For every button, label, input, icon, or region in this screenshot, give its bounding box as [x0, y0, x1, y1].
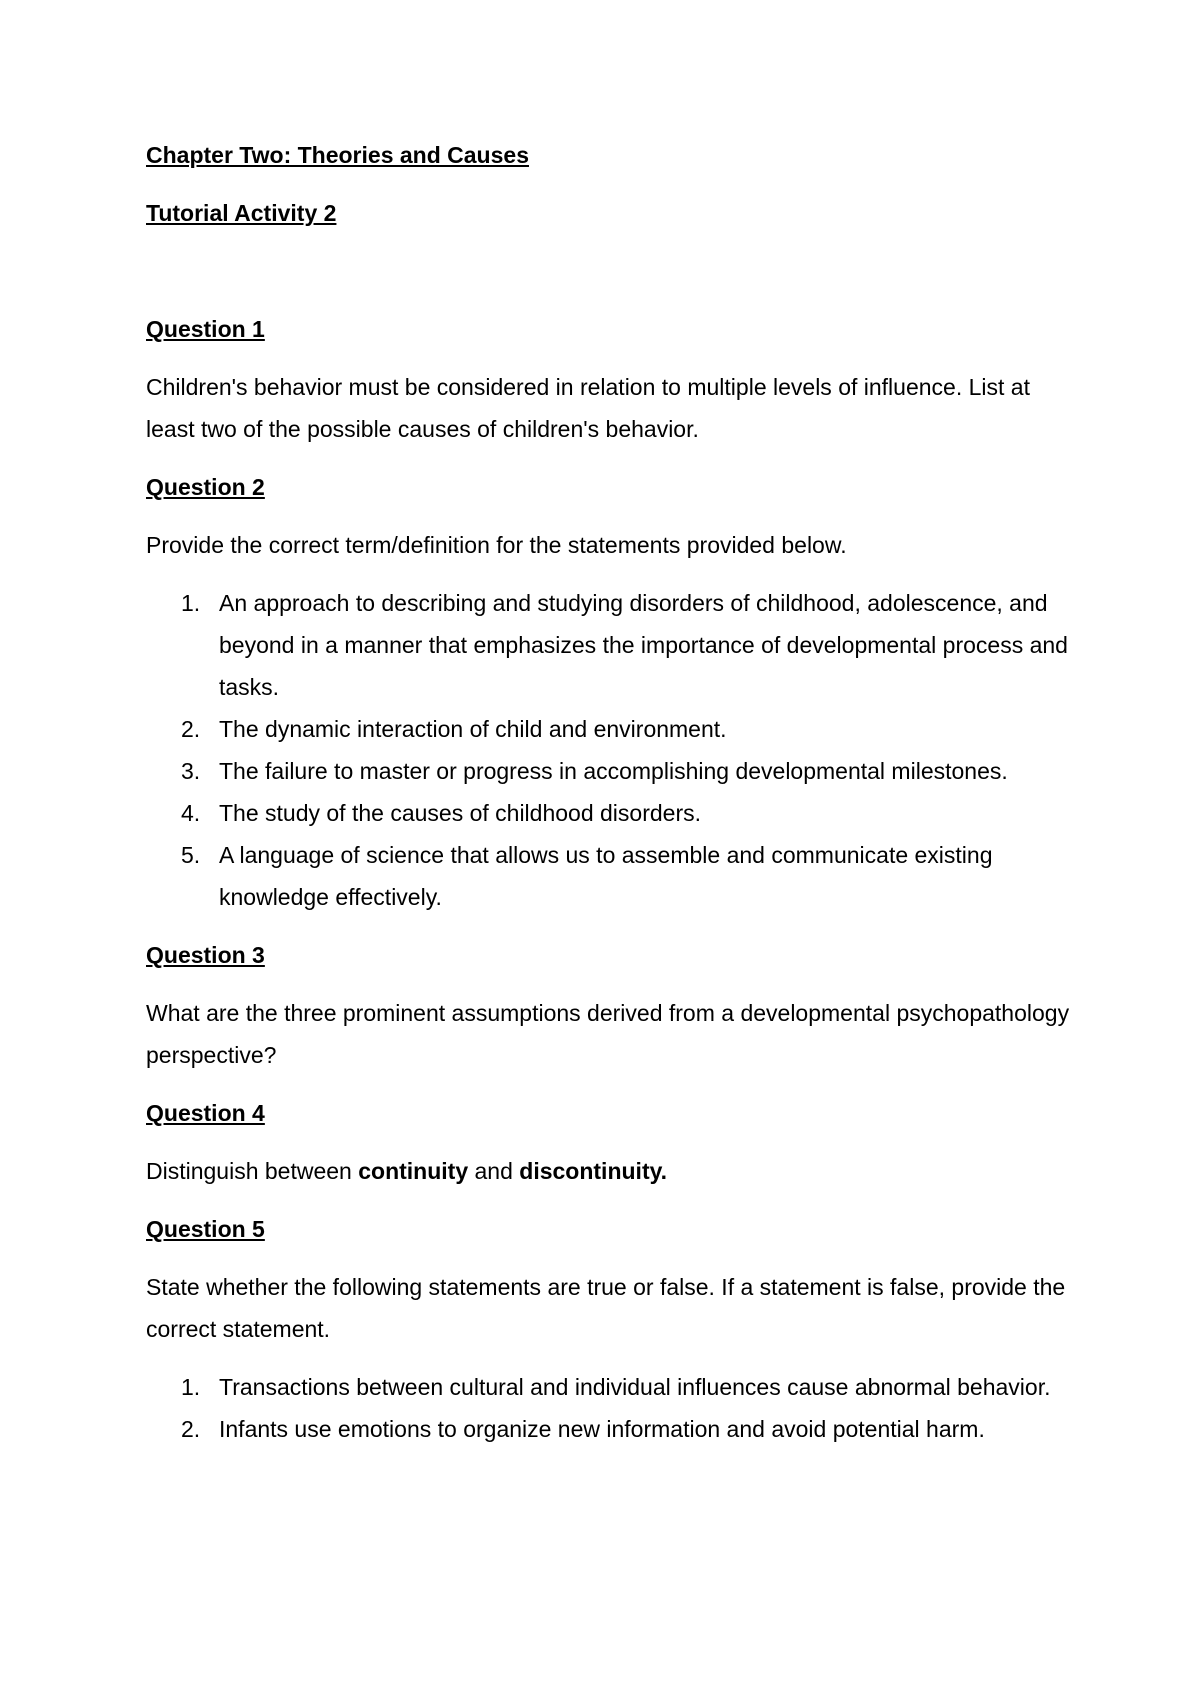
chapter-title: Chapter Two: Theories and Causes: [146, 142, 529, 168]
list-number: 4.: [181, 800, 201, 826]
list-item-text: A language of science that allows us to assemble and communicate existing knowledge effectively.: [219, 842, 993, 910]
list-item-text: An approach to describing and studying disorders of childhood, adolescence, and beyond in a manner that emphasizes the importance of developmental process and tasks.: [219, 590, 1068, 700]
list-item: [146, 708, 1076, 750]
list-item-text: Transactions between cultural and individual influences cause abnormal behavior.: [219, 1374, 1051, 1400]
list-item-text: Infants use emotions to organize new information and avoid potential harm.: [219, 1416, 985, 1442]
question-4-text: [146, 1150, 1076, 1192]
question-4-text-before: Distinguish between: [146, 1158, 359, 1184]
list-item-text: The failure to master or progress in accomplishing developmental milestones.: [219, 758, 1008, 784]
list-number: 1.: [181, 1374, 201, 1400]
document-body: [146, 134, 1076, 1450]
list-number: 3.: [181, 758, 201, 784]
question-5-heading: Question 5: [146, 1216, 265, 1242]
term-discontinuity: discontinuity.: [519, 1158, 668, 1184]
list-item: [146, 834, 1076, 918]
term-continuity: continuity: [358, 1158, 469, 1184]
list-number: 5.: [181, 842, 201, 868]
question-3-heading: Question 3: [146, 942, 265, 968]
question-2-list: [146, 582, 1076, 918]
question-5-text: State whether the following statements are true or false. If a statement is false, provide the correct statement.: [146, 1274, 1066, 1342]
question-5-list: [146, 1366, 1076, 1450]
list-number: 2.: [181, 716, 201, 742]
list-item-text: The study of the causes of childhood disorders.: [219, 800, 702, 826]
tutorial-title: Tutorial Activity 2: [146, 200, 337, 226]
list-item: [146, 1366, 1076, 1408]
list-item-text: The dynamic interaction of child and environment.: [219, 716, 727, 742]
question-3-text: What are the three prominent assumptions derived from a developmental psychopathology perspective?: [146, 1000, 1070, 1068]
question-1-text: Children's behavior must be considered in relation to multiple levels of influence. List at least two of the possible causes of children's behavior.: [146, 374, 1030, 442]
question-4-text-middle: and: [468, 1158, 520, 1184]
list-number: 2.: [181, 1416, 201, 1442]
list-item: [146, 1408, 1076, 1450]
question-2-text: Provide the correct term/definition for the statements provided below.: [146, 532, 847, 558]
question-2-heading: Question 2: [146, 474, 265, 500]
question-4-heading: Question 4: [146, 1100, 265, 1126]
list-item: [146, 582, 1076, 708]
list-item: [146, 750, 1076, 792]
list-number: 1.: [181, 590, 201, 616]
list-item: [146, 792, 1076, 834]
question-1-heading: Question 1: [146, 316, 265, 342]
